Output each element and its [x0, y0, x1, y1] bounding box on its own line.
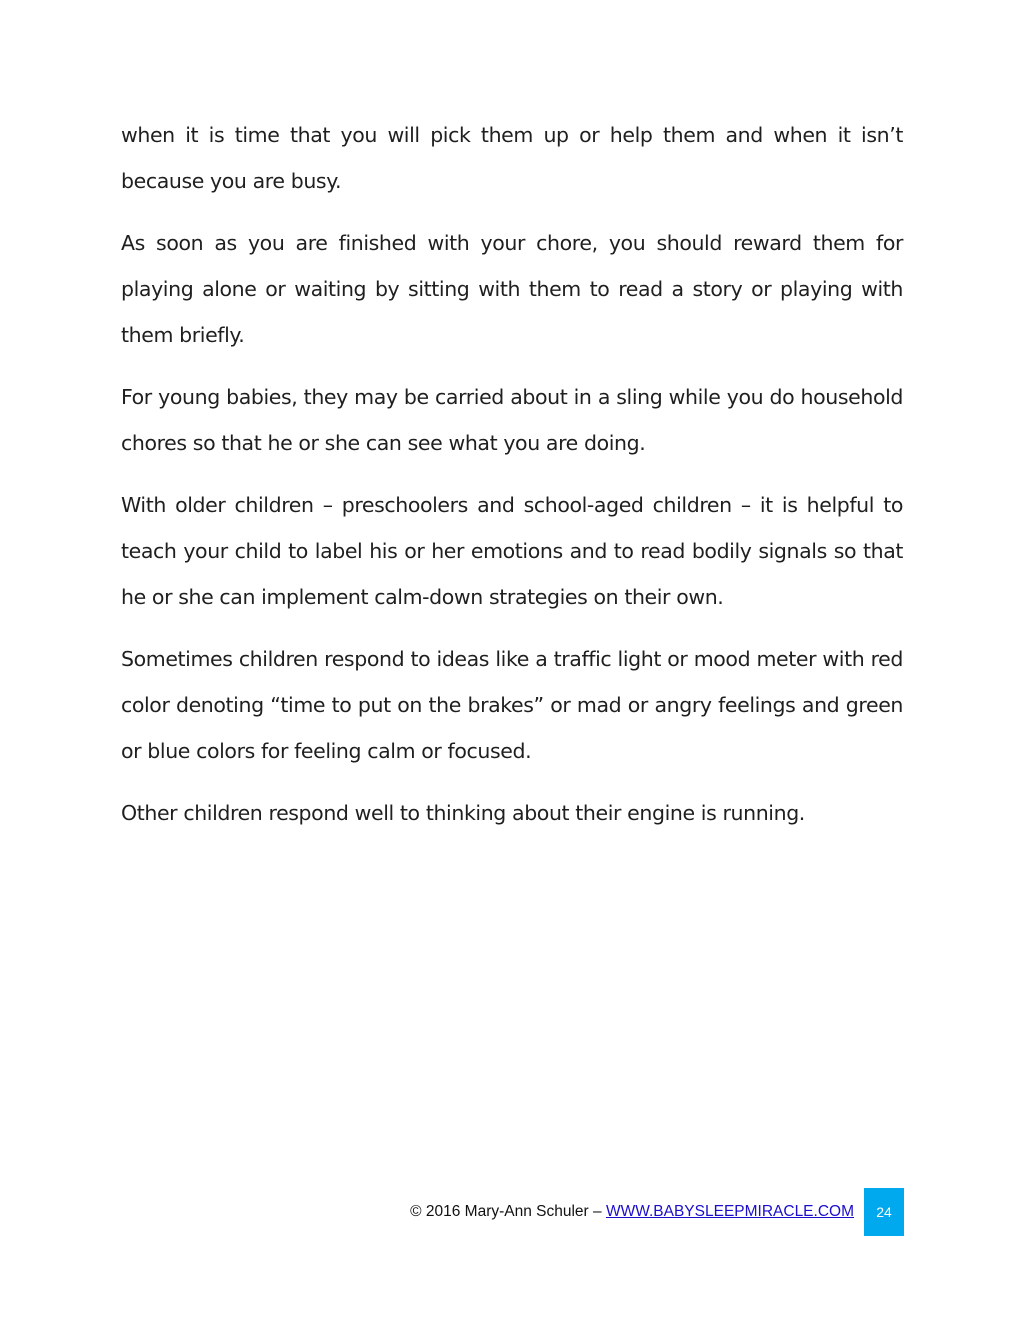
page-number: 24 — [876, 1204, 892, 1220]
paragraph-2: As soon as you are finished with your chore, you should reward them for playing alone or waiting by sitting with them to read a story or playing with them briefly. — [121, 231, 903, 347]
copyright-text: © 2016 Mary-Ann Schuler – — [410, 1203, 606, 1220]
paragraph-5: Sometimes children respond to ideas like a traffic light or mood meter with red color denoting “time to put on the brakes” or mad or angry feelings and green or blue colors for feeling calm or focused. — [121, 647, 903, 763]
paragraph-6: Other children respond well to thinking about their engine is running. — [121, 801, 805, 825]
paragraph-4: With older children – preschoolers and school-aged children – it is helpful to teach your child to label his or her emotions and to read bodily signals so that he or she can implement calm-down strategies on their own. — [121, 493, 903, 609]
footer-credit — [410, 1203, 854, 1221]
body-text — [121, 112, 903, 852]
paragraph-3: For young babies, they may be carried about in a sling while you do household chores so that he or she can see what you are doing. — [121, 385, 903, 455]
page-number-badge — [864, 1188, 904, 1236]
website-link[interactable]: WWW.BABYSLEEPMIRACLE.COM — [605, 1203, 854, 1220]
paragraph-1: when it is time that you will pick them up or help them and when it isn’t because you are busy. — [121, 123, 903, 193]
page-footer — [410, 1188, 904, 1236]
